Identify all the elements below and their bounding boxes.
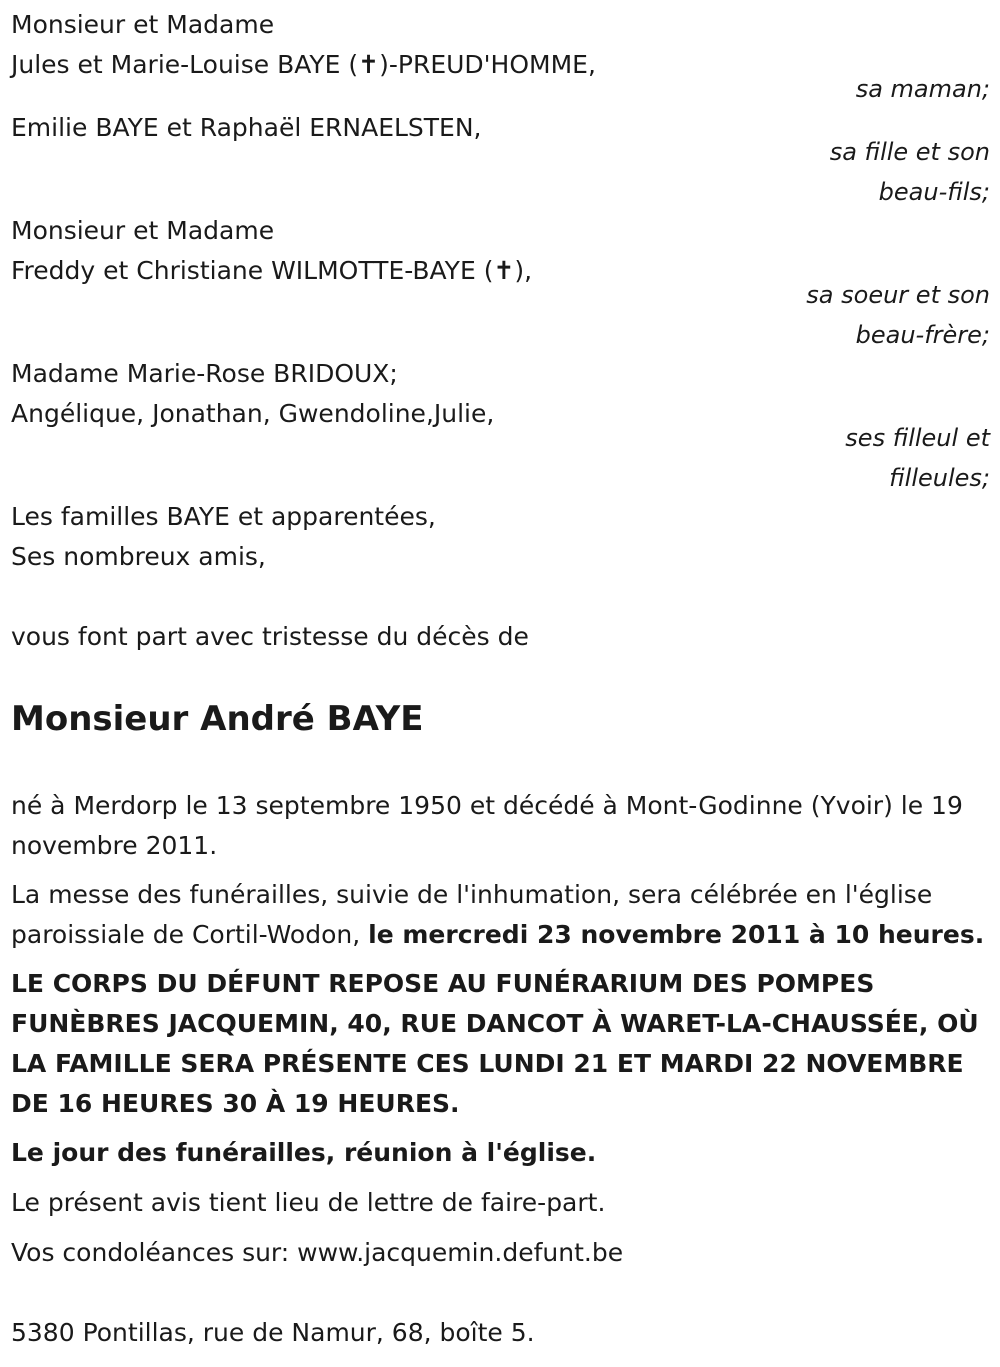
relation-label: beau-fils;	[878, 178, 990, 206]
address-text: 5380 Pontillas, rue de Namur, 68, boîte 5.	[11, 1318, 535, 1347]
reunion-text: Le jour des funérailles, réunion à l'église.	[11, 1138, 597, 1167]
relation-label: ses filleul et	[845, 424, 990, 452]
relation-label: sa soeur et son	[806, 281, 990, 309]
relation-label: sa maman;	[855, 75, 990, 103]
deceased-name: Monsieur André BAYE	[11, 699, 424, 739]
announcement-text: vous font part avec tristesse du décès de	[11, 622, 529, 651]
family-line: Angélique, Jonathan, Gwendoline,Julie,	[11, 399, 495, 428]
birth-death-text: né à Merdorp le 13 septembre 1950 et décédé à Mont-Godinne (Yvoir) le 19 novembre 2011.	[11, 791, 963, 860]
relation-label: beau-frère;	[855, 321, 990, 349]
family-line: Monsieur et Madame	[11, 216, 275, 245]
repose-text: LE CORPS DU DÉFUNT REPOSE AU FUNÉRARIUM DES POMPES FUNÈBRES JACQUEMIN, 40, RUE DANCOT À WARET-LA-CHAUSSÉE, OÙ LA FAMILLE SERA PRÉSENTE CES LUNDI 21 ET MARDI 22 NOVEMBRE DE 16 HEURES 30 À 19 HEURES.	[11, 969, 979, 1118]
family-line: Ses nombreux amis,	[11, 542, 266, 571]
notice-text: Le présent avis tient lieu de lettre de faire-part.	[11, 1188, 606, 1217]
family-line: Emilie BAYE et Raphaël ERNAELSTEN,	[11, 113, 482, 142]
family-line: Monsieur et Madame	[11, 10, 275, 39]
family-line: Madame Marie-Rose BRIDOUX;	[11, 359, 398, 388]
condolences-text: Vos condoléances sur: www.jacquemin.defunt.be	[11, 1238, 624, 1267]
relation-label: filleules;	[889, 464, 990, 492]
family-line: Jules et Marie-Louise BAYE (✝)-PREUD'HOMME,	[11, 50, 596, 79]
mass-text	[11, 875, 986, 955]
family-line: Freddy et Christiane WILMOTTE-BAYE (✝),	[11, 256, 533, 285]
mass-date: le mercredi 23 novembre 2011 à 10 heures.	[368, 920, 985, 949]
relation-label: sa fille et son	[829, 138, 990, 166]
family-line: Les familles BAYE et apparentées,	[11, 502, 436, 531]
mass-intro: La messe des funérailles, suivie de l'inhumation, sera célébrée en l'église paroissiale de Cortil-Wodon,	[11, 880, 933, 949]
